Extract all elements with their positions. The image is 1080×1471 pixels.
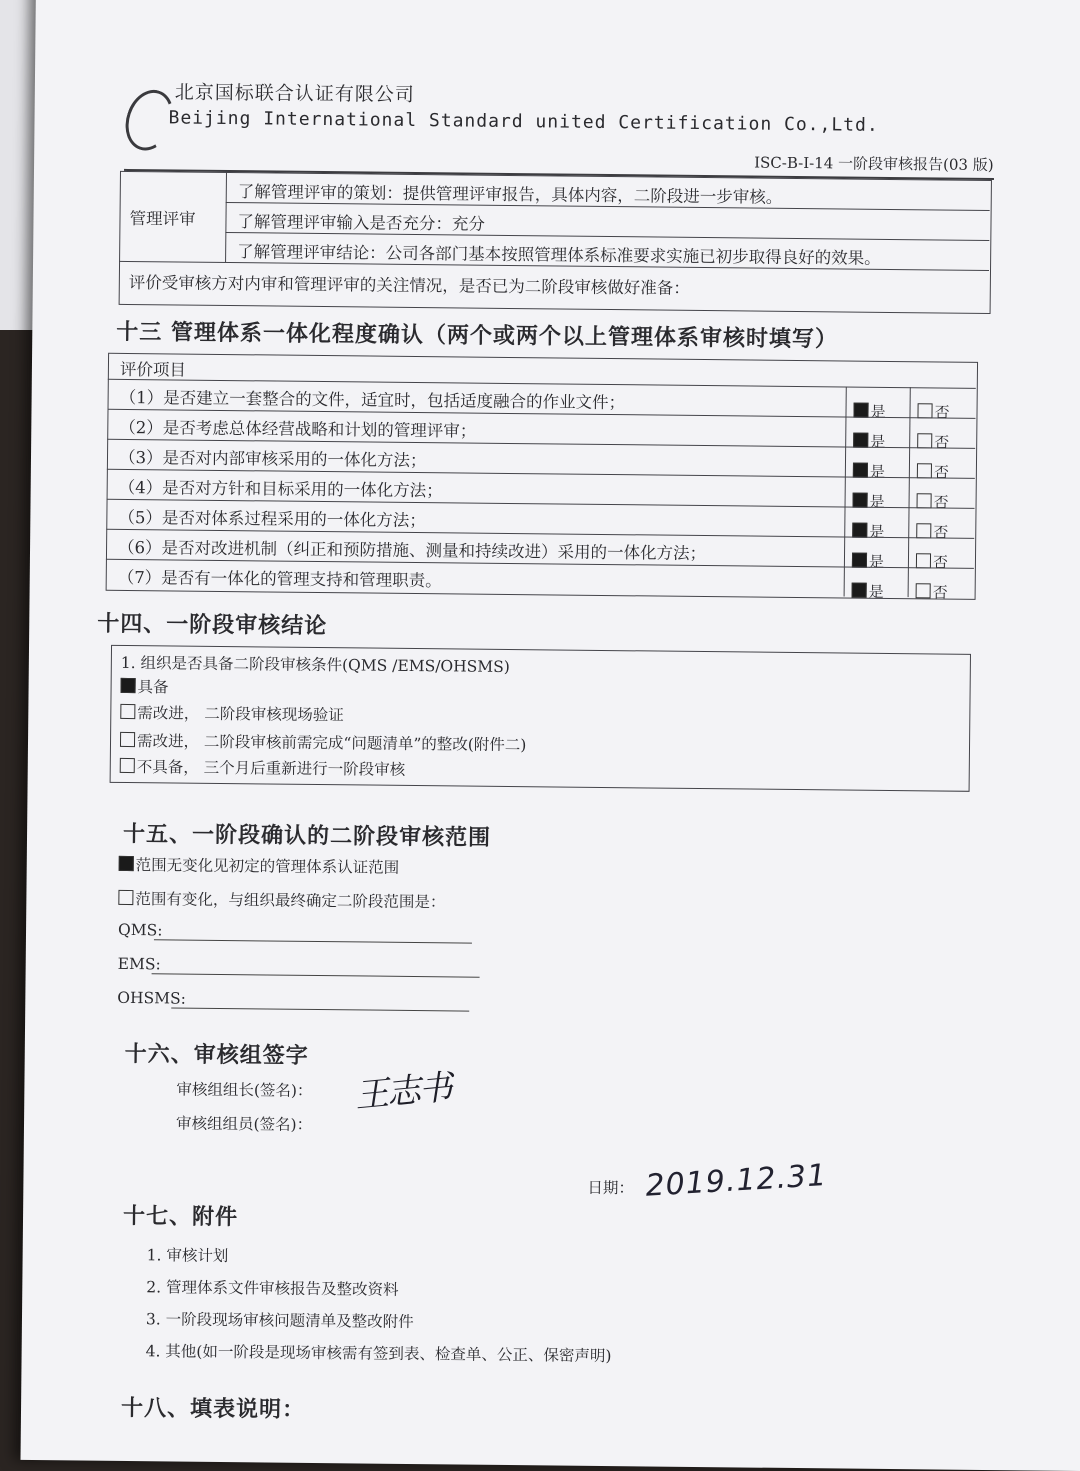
document-page [21, 0, 1080, 1471]
scope-field-ems-line [152, 973, 480, 977]
section15-title: 十五、一阶段确认的二阶段审核范围 [122, 820, 492, 851]
member-signature-label: 审核组组员(签名)： [175, 1114, 313, 1134]
integration-item-1: （1）是否建立一套整合的文件，适宜时，包括适度融合的作业文件； [119, 387, 626, 413]
integration-item-3-no: 否 [917, 461, 949, 482]
integration-item-7-yes: 是 [852, 581, 884, 602]
section16-title: 十六、审核组签字 [124, 1040, 309, 1069]
scope-field-ohsms: OHSMS: [117, 988, 186, 1008]
unchecked-box-icon [916, 523, 931, 538]
attachment-item-3: 3. 一阶段现场审核问题清单及整改附件 [145, 1310, 414, 1332]
integration-item-5-no: 否 [916, 521, 948, 542]
integration-item-2-yes: 是 [853, 431, 885, 452]
integration-item-5: （5）是否对体系过程采用的一体化方法； [118, 507, 426, 531]
checked-box-icon [853, 493, 868, 508]
conclusion-option-2: 需改进， 二阶段审核现场验证 [120, 701, 344, 725]
company-name-en: Beijing International Standard united Certification Co.,Ltd. [168, 107, 879, 136]
mgmt-review-evaluation: 评价受审核方对内审和管理评审的关注情况，是否已为二阶段审核做好准备： [128, 272, 690, 298]
attachment-item-2: 2. 管理体系文件审核报告及整改资料 [146, 1278, 399, 1299]
conclusion-option-3: 需改进， 二阶段审核前需完成“问题清单”的整改(附件二) [120, 729, 527, 755]
date-value: 2019.12.31 [644, 1158, 829, 1204]
section17-title: 十七、附件 [122, 1202, 239, 1231]
conclusion-question: 1. 组织是否具备二阶段审核条件(QMS /EMS/OHSMS) [120, 653, 510, 676]
checked-box-icon [853, 433, 868, 448]
unchecked-box-icon [120, 758, 135, 773]
checked-box-icon [853, 403, 868, 418]
integration-item-6-no: 否 [916, 551, 948, 572]
unchecked-box-icon [120, 704, 135, 719]
integration-item-7: （7）是否有一体化的管理支持和管理职责。 [117, 567, 442, 591]
integration-item-2-no: 否 [917, 431, 949, 452]
mgmt-review-line-2: 了解管理评审输入是否充分：充分 [237, 212, 486, 234]
unchecked-box-icon [916, 553, 931, 568]
document-code: ISC-B-I-14 一阶段审核报告(03 版) [754, 153, 994, 175]
checked-box-icon [119, 856, 134, 871]
mgmt-review-label: 管理评审 [129, 208, 196, 229]
integration-item-5-yes: 是 [852, 521, 884, 542]
date-label: 日期： [587, 1178, 634, 1198]
leader-signature-label: 审核组组长(签名)： [176, 1080, 313, 1100]
integration-item-4-no: 否 [916, 491, 948, 512]
attachment-item-1: 1. 审核计划 [146, 1246, 229, 1266]
scope-field-qms: QMS: [117, 920, 163, 940]
integration-item-3: （3）是否对内部审核采用的一体化方法； [118, 447, 427, 471]
conclusion-option-4: 不具备， 三个月后重新进行一阶段审核 [120, 755, 406, 780]
unchecked-box-icon [917, 493, 932, 508]
conclusion-option-1: 具备 [120, 675, 168, 698]
integration-item-1-yes: 是 [853, 401, 885, 422]
integration-item-4-yes: 是 [852, 491, 884, 512]
scope-field-ohsms-line [171, 1007, 469, 1011]
mgmt-review-line-3: 了解管理评审结论：公司各部门基本按照管理体系标准要求实施已初步取得良好的效果。 [237, 242, 881, 268]
checked-box-icon [121, 678, 136, 693]
unchecked-box-icon [118, 890, 133, 905]
unchecked-box-icon [120, 732, 135, 747]
scope-option-2: 范围有变化，与组织最终确定二阶段范围是： [118, 887, 445, 912]
handwritten-signature: 王志书 [353, 1067, 453, 1117]
integration-item-4: （4）是否对方针和目标采用的一体化方法； [118, 477, 443, 501]
scope-field-qms-line [154, 939, 472, 943]
integration-item-7-no: 否 [916, 581, 948, 602]
integration-item-3-yes: 是 [853, 461, 885, 482]
mgmt-review-line-1: 了解管理评审的策划：提供管理评审报告，具体内容，二阶段进一步审核。 [237, 182, 783, 207]
scope-option-1: 范围无变化见初定的管理体系认证范围 [119, 853, 400, 878]
attachment-item-4: 4. 其他(如一阶段是现场审核需有签到表、检查单、公正、保密声明) [145, 1342, 612, 1366]
checked-box-icon [852, 553, 867, 568]
unchecked-box-icon [917, 403, 932, 418]
section18-title: 十八、填表说明： [120, 1394, 306, 1423]
integration-item-6: （6）是否对改进机制（纠正和预防措施、测量和持续改进）采用的一体化方法； [117, 537, 707, 564]
unchecked-box-icon [916, 583, 931, 598]
section14-title: 十四、一阶段审核结论 [97, 610, 328, 640]
checked-box-icon [852, 523, 867, 538]
unchecked-box-icon [917, 433, 932, 448]
unchecked-box-icon [917, 463, 932, 478]
checked-box-icon [853, 463, 868, 478]
company-name-cn: 北京国标联合认证有限公司 [174, 81, 415, 106]
checked-box-icon [852, 583, 867, 598]
integration-table-header: 评价项目 [119, 359, 187, 380]
integration-item-2: （2）是否考虑总体经营战略和计划的管理评审； [119, 417, 477, 441]
integration-item-6-yes: 是 [852, 551, 884, 572]
integration-item-1-no: 否 [917, 401, 949, 422]
section13-title: 十三 管理体系一体化程度确认（两个或两个以上管理体系审核时填写） [116, 318, 839, 353]
scope-field-ems: EMS: [117, 954, 161, 974]
